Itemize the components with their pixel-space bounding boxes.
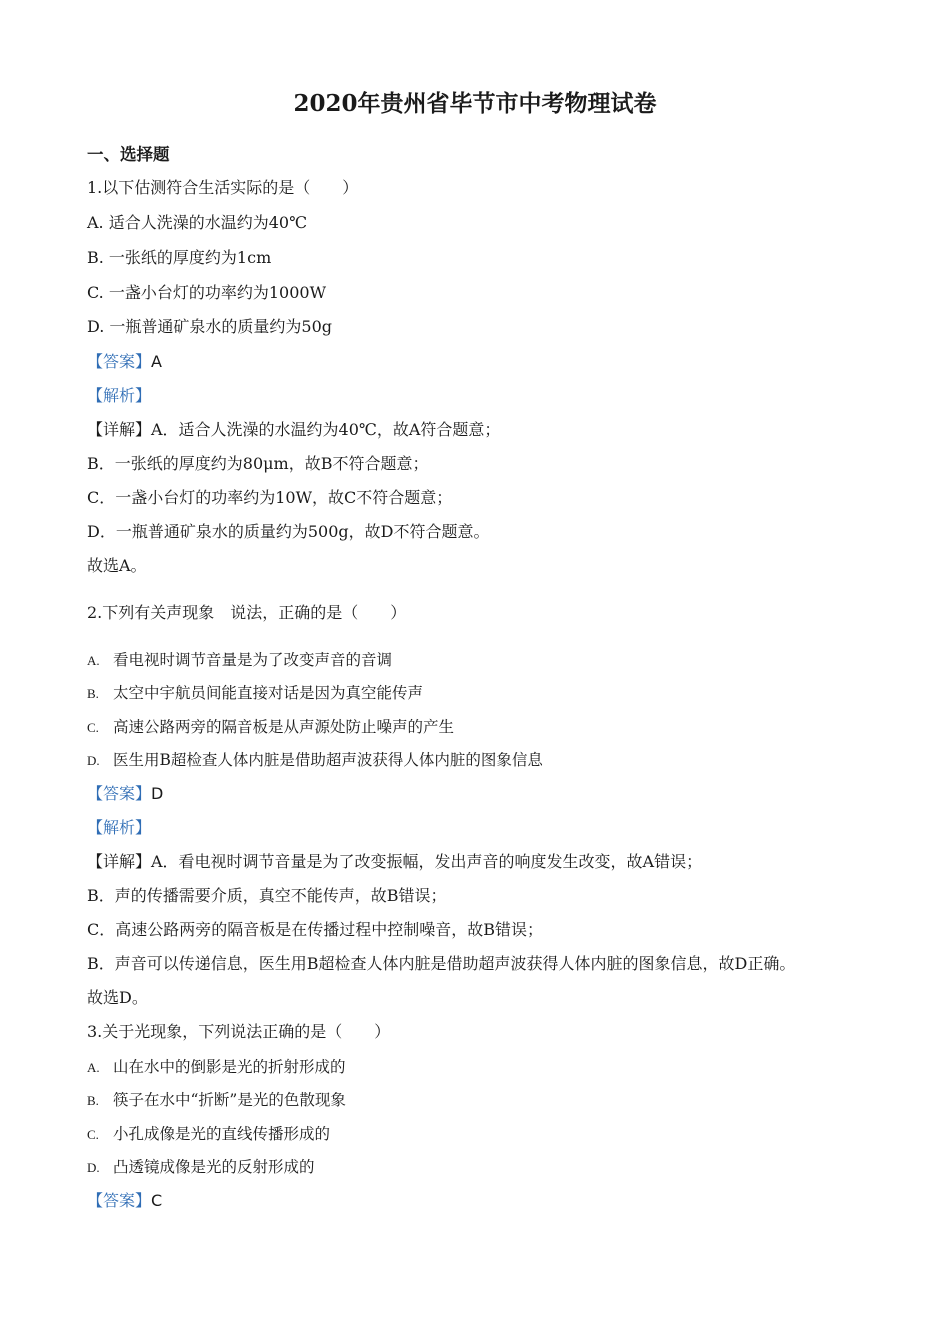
- question-3-option-a: [87, 1056, 346, 1079]
- question-1-detail-line: B．一张纸的厚度约为80μm，故B不符合题意；: [87, 454, 429, 473]
- page-title: 2020年贵州省毕节市中考物理试卷: [293, 90, 657, 117]
- option-text: 高速公路两旁的隔音板是从声源处防止噪声的产生: [113, 718, 455, 736]
- question-2-detail-line: C．高速公路两旁的隔音板是在传播过程中控制噪音，故B错误；: [87, 920, 544, 939]
- question-2-conclusion: 故选D。: [87, 988, 148, 1007]
- answer-value: A: [151, 352, 162, 371]
- option-text: 凸透镜成像是光的反射形成的: [113, 1158, 315, 1176]
- question-3-option-b: [87, 1089, 346, 1112]
- question-1-answer: [87, 351, 162, 373]
- answer-label: 【答案】: [87, 1191, 152, 1210]
- option-letter: D.: [87, 1160, 100, 1175]
- answer-label: 【答案】: [87, 784, 152, 803]
- question-2-option-a: [87, 649, 392, 672]
- option-letter: C.: [87, 720, 99, 735]
- option-letter: B.: [87, 1093, 99, 1108]
- question-1-option-c: C. 一盏小台灯的功率约为1000W: [87, 283, 327, 302]
- question-1-option-d: D. 一瓶普通矿泉水的质量约为50g: [87, 317, 333, 336]
- answer-value: C: [151, 1191, 163, 1210]
- question-2-detail-line: B．声音可以传递信息，医生用B超检查人体内脏是借助超声波获得人体内脏的图象信息，故D正确。: [87, 954, 796, 973]
- question-2-option-c: [87, 716, 454, 739]
- question-2-analysis-label: 【解析】: [87, 818, 152, 837]
- option-letter: D.: [87, 753, 100, 768]
- question-1-detail-line: D．一瓶普通矿泉水的质量约为500g，故D不符合题意。: [87, 522, 490, 541]
- option-text: 看电视时调节音量是为了改变声音的音调: [113, 651, 393, 669]
- question-1-option-a: A. 适合人洗澡的水温约为40℃: [87, 213, 307, 232]
- option-text: 太空中宇航员间能直接对话是因为真空能传声: [113, 684, 424, 702]
- question-1-analysis-label: 【解析】: [87, 386, 152, 405]
- option-letter: C.: [87, 1127, 99, 1142]
- option-text: 小孔成像是光的直线传播形成的: [113, 1125, 331, 1143]
- question-1-option-b: B. 一张纸的厚度约为1cm: [87, 248, 272, 267]
- question-2-detail-line: B．声的传播需要介质，真空不能传声，故B错误；: [87, 886, 447, 905]
- question-3-option-c: [87, 1123, 330, 1146]
- section-heading: 一、选择题: [87, 145, 170, 164]
- option-letter: A.: [87, 653, 100, 668]
- option-letter: B.: [87, 686, 99, 701]
- question-2-option-b: [87, 682, 423, 705]
- answer-label: 【答案】: [87, 352, 152, 371]
- question-3-stem: 3.关于光现象，下列说法正确的是（ ）: [87, 1022, 391, 1041]
- question-3-option-d: [87, 1156, 315, 1179]
- option-text: 山在水中的倒影是光的折射形成的: [113, 1058, 346, 1076]
- question-1-detail-line: 【详解】A．适合人洗澡的水温约为40℃，故A符合题意；: [87, 420, 501, 439]
- question-2-detail-line: 【详解】A．看电视时调节音量是为了改变振幅，发出声音的响度发生改变，故A错误；: [87, 852, 703, 871]
- question-1-conclusion: 故选A。: [87, 556, 147, 575]
- question-1-stem: 1.以下估测符合生活实际的是（ ）: [87, 178, 359, 197]
- option-letter: A.: [87, 1060, 100, 1075]
- option-text: 筷子在水中“折断”是光的色散现象: [113, 1091, 346, 1109]
- question-2-answer: [87, 783, 163, 805]
- answer-value: D: [151, 784, 164, 803]
- question-3-answer: [87, 1190, 162, 1212]
- question-2-stem: 2.下列有关声现象 说法，正确的是（ ）: [87, 603, 407, 622]
- question-1-detail-line: C．一盏小台灯的功率约为10W，故C不符合题意；: [87, 488, 453, 507]
- question-2-option-d: [87, 749, 543, 772]
- option-text: 医生用B超检查人体内脏是借助超声波获得人体内脏的图象信息: [113, 751, 543, 769]
